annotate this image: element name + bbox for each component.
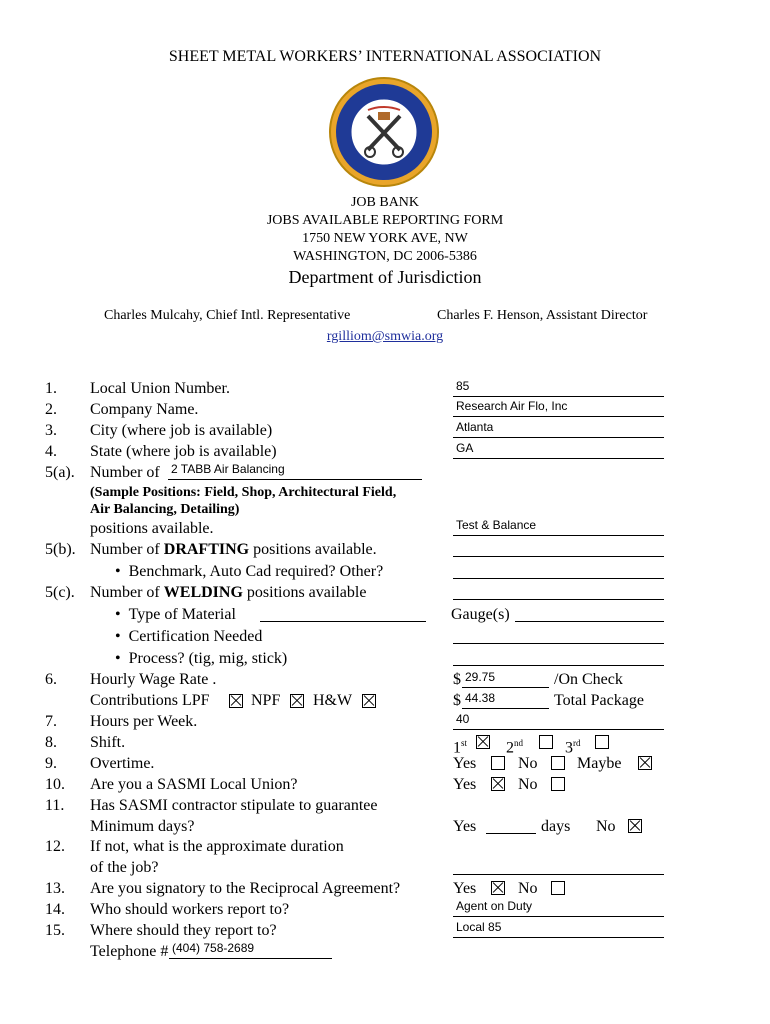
bullet-benchmark: • Benchmark, Auto Cad required? Other? <box>115 563 384 580</box>
overtime-yes-checkbox[interactable] <box>491 756 505 770</box>
sasmi-no-checkbox[interactable] <box>551 777 565 791</box>
form-line-4: WASHINGTON, DC 2006-5386 <box>293 249 477 264</box>
form-line-3: 1750 NEW YORK AVE, NW <box>302 231 468 246</box>
city-field[interactable]: Atlanta <box>453 419 664 438</box>
item-number: 3. <box>45 422 57 439</box>
label-state: State (where job is available) <box>90 443 277 460</box>
label-yes: Yes <box>453 818 477 835</box>
item-number: 5(c). <box>45 584 75 601</box>
hw-checkbox[interactable] <box>362 694 376 708</box>
label-sasmi-local: Are you a SASMI Local Union? <box>90 776 298 793</box>
label-company-name: Company Name. <box>90 401 199 418</box>
overtime-maybe-checkbox[interactable] <box>638 756 652 770</box>
minimum-days-no-checkbox[interactable] <box>628 819 642 833</box>
lpf-checkbox[interactable] <box>229 694 243 708</box>
drafting-count-field[interactable] <box>453 556 664 557</box>
label-telephone: Telephone # <box>90 943 169 960</box>
label-duration: If not, what is the approximate duration <box>90 838 344 855</box>
item-number: 6. <box>45 671 57 688</box>
dollar-sign: $ <box>453 692 461 709</box>
item-number: 15. <box>45 922 65 939</box>
position-type-field[interactable]: Test & Balance <box>453 517 664 536</box>
item-number: 5(a). <box>45 464 75 481</box>
item-number: 11. <box>45 797 65 814</box>
bullet-material: • Type of Material <box>115 606 236 623</box>
label-positions-available: positions available. <box>90 520 214 537</box>
shift-2-checkbox[interactable] <box>539 735 553 749</box>
label-no: No <box>518 776 538 793</box>
label-gauge: Gauge(s) <box>451 606 510 623</box>
label-days: days <box>541 818 571 835</box>
bullet-process: • Process? (tig, mig, stick) <box>115 650 288 667</box>
item-number: 5(b). <box>45 541 76 558</box>
label-report-to-who: Who should workers report to? <box>90 901 290 918</box>
item-number: 1. <box>45 380 57 397</box>
label-yes: Yes <box>453 755 477 772</box>
welding-count-field[interactable] <box>453 599 664 600</box>
overtime-no-checkbox[interactable] <box>551 756 565 770</box>
label-hw: H&W <box>313 692 353 709</box>
email-link[interactable]: rgilliom@smwia.org <box>326 329 444 344</box>
label-local-union: Local Union Number. <box>90 380 230 397</box>
item-number: 8. <box>45 734 57 751</box>
process-field[interactable] <box>453 665 664 666</box>
item-number: 7. <box>45 713 57 730</box>
state-field[interactable]: GA <box>453 440 664 459</box>
label-shift: Shift. <box>90 734 126 751</box>
gauge-field[interactable] <box>515 621 664 622</box>
label-overtime: Overtime. <box>90 755 155 772</box>
hours-per-week-field[interactable]: 40 <box>453 711 664 730</box>
org-title: SHEET METAL WORKERS’ INTERNATIONAL ASSOCIATION <box>168 48 602 65</box>
total-package-field[interactable]: 44.38 <box>462 690 549 709</box>
label-shift-1: 1st <box>453 738 468 757</box>
label-maybe: Maybe <box>577 755 622 772</box>
label-yes: Yes <box>453 880 477 897</box>
material-field[interactable] <box>260 621 426 622</box>
right-representative: Charles F. Henson, Assistant Director <box>437 308 648 323</box>
telephone-field[interactable]: (404) 758-2689 <box>169 940 332 959</box>
item-number: 2. <box>45 401 57 418</box>
label-contributions: Contributions LPF <box>90 692 210 709</box>
reciprocal-yes-checkbox[interactable] <box>491 881 505 895</box>
label-hours-per-week: Hours per Week. <box>90 713 198 730</box>
item-number: 10. <box>45 776 65 793</box>
label-report-to-where: Where should they report to? <box>90 922 277 939</box>
hourly-wage-field[interactable]: 29.75 <box>462 669 549 688</box>
npf-checkbox[interactable] <box>290 694 304 708</box>
label-minimum-days: Minimum days? <box>90 818 195 835</box>
label-yes: Yes <box>453 776 477 793</box>
form-line-2: JOBS AVAILABLE REPORTING FORM <box>266 213 504 228</box>
reciprocal-no-checkbox[interactable] <box>551 881 565 895</box>
label-reciprocal: Are you signatory to the Reciprocal Agreement? <box>90 880 401 897</box>
department-title: Department of Jurisdiction <box>288 267 482 287</box>
shift-3-checkbox[interactable] <box>595 735 609 749</box>
local-union-field[interactable]: 85 <box>453 378 664 397</box>
item-number: 9. <box>45 755 57 772</box>
certification-field[interactable] <box>453 643 664 644</box>
label-no: No <box>518 755 538 772</box>
dollar-sign: $ <box>453 671 461 688</box>
bullet-certification: • Certification Needed <box>115 628 263 645</box>
sample-positions-note: (Sample Positions: Field, Shop, Architectural Field, <box>90 485 397 500</box>
label-sasmi-guarantee: Has SASMI contractor stipulate to guarantee <box>90 797 378 814</box>
item-number: 4. <box>45 443 57 460</box>
company-name-field[interactable]: Research Air Flo, Inc <box>453 398 664 417</box>
label-no: No <box>596 818 616 835</box>
label-npf: NPF <box>251 692 281 709</box>
label-no: No <box>518 880 538 897</box>
position-count-field[interactable]: 2 TABB Air Balancing <box>168 461 422 480</box>
sasmi-yes-checkbox[interactable] <box>491 777 505 791</box>
left-representative: Charles Mulcahy, Chief Intl. Representative <box>104 308 351 323</box>
item-number: 13. <box>45 880 65 897</box>
shift-1-checkbox[interactable] <box>476 735 490 749</box>
label-total-package: Total Package <box>554 692 644 709</box>
label-drafting: Number of DRAFTING positions available. <box>90 541 377 558</box>
item-number: 12. <box>45 838 65 855</box>
label-shift-2: 2nd <box>506 738 523 757</box>
minimum-days-field[interactable] <box>486 833 536 834</box>
sample-positions-note-2: Air Balancing, Detailing) <box>90 502 240 517</box>
label-of-the-job: of the job? <box>90 859 159 876</box>
software-field[interactable] <box>453 578 664 579</box>
label-number-of: Number of <box>90 464 160 481</box>
report-to-place-field[interactable]: Local 85 <box>453 919 664 938</box>
report-to-person-field[interactable]: Agent on Duty <box>453 898 664 917</box>
label-hourly-wage: Hourly Wage Rate . <box>90 671 217 688</box>
item-number: 14. <box>45 901 65 918</box>
label-welding: Number of WELDING positions available <box>90 584 367 601</box>
label-on-check: /On Check <box>554 671 623 688</box>
duration-field[interactable] <box>453 874 664 875</box>
label-shift-3: 3rd <box>565 738 581 757</box>
union-seal-logo <box>328 76 440 188</box>
label-city: City (where job is available) <box>90 422 273 439</box>
form-line-1: JOB BANK <box>350 195 420 210</box>
